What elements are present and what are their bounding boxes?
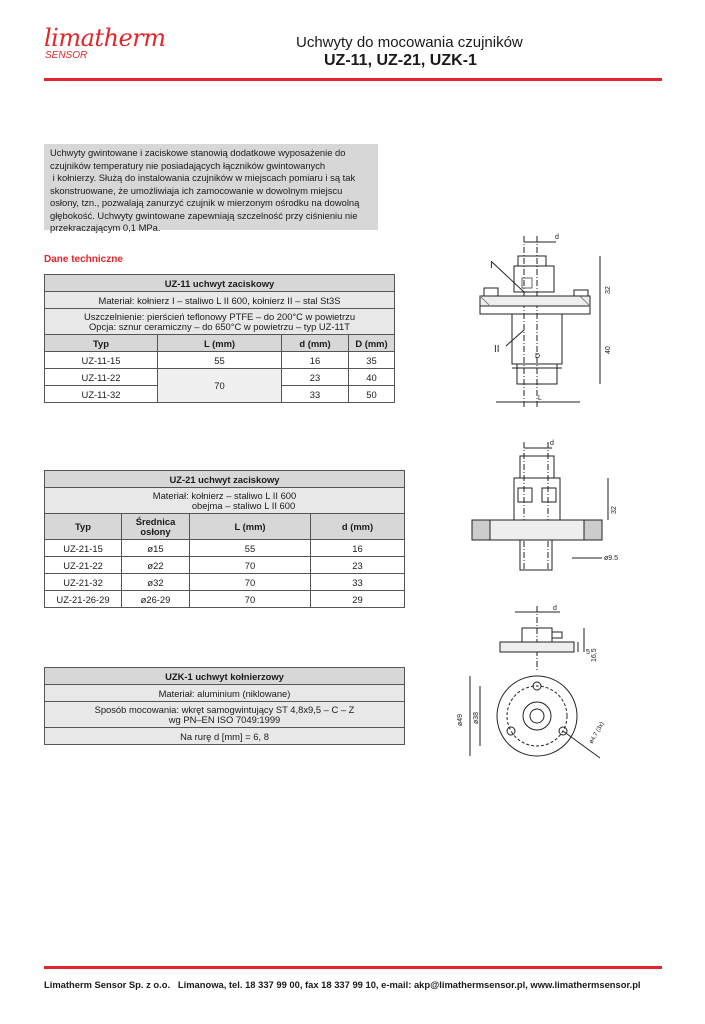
cell-d: 23	[282, 369, 349, 386]
dim-dd-label: D	[535, 353, 541, 360]
cell-d: 33	[311, 574, 405, 591]
col-header: L (mm)	[190, 514, 311, 540]
cell-l: 55	[190, 540, 311, 557]
col-header: d (mm)	[311, 514, 405, 540]
uzk1-drawing	[450, 602, 620, 772]
intro-text	[44, 144, 378, 233]
cell-d: 16	[311, 540, 405, 557]
dim-40-label: 40	[605, 346, 612, 354]
uz21-material	[45, 488, 405, 514]
uz11-table	[44, 274, 395, 403]
table-row	[45, 540, 405, 557]
cell-typ: UZ-21-22	[45, 557, 122, 574]
uz21-table	[44, 470, 405, 608]
section-title: Dane techniczne	[44, 254, 123, 265]
cell-l: 70	[190, 557, 311, 574]
label-ii: II	[494, 344, 500, 355]
col-header: D (mm)	[349, 335, 395, 352]
cell-typ: UZ-11-15	[45, 352, 158, 369]
uz21-material-line: Materiał: kołnierz – staliwo L II 600	[152, 489, 297, 501]
col-header: d (mm)	[282, 335, 349, 352]
uzk1-mount-line: wg PN–EN ISO 7049:1999	[168, 713, 281, 725]
uzk1-mount	[45, 702, 405, 728]
col-header	[122, 514, 190, 540]
intro-line: skonstruowane, że umożliwiaja ich zamocowanie w dowolnym miejscu	[50, 184, 343, 196]
cell-typ: UZ-21-26-29	[45, 591, 122, 608]
intro-line: czujników temperatury nie posiadających łączników gwintowanych	[50, 159, 326, 171]
cell-dd: 50	[349, 386, 395, 403]
col-header: L (mm)	[158, 335, 282, 352]
dim-16-label: 16,5	[591, 648, 598, 662]
table-row	[45, 352, 395, 369]
cell-l: 70	[190, 591, 311, 608]
table-row	[45, 557, 405, 574]
cell-typ: UZ-21-15	[45, 540, 122, 557]
dim-32-label: 32	[605, 286, 612, 294]
dim-hole-label: ø9.5	[604, 555, 619, 562]
logo-main: limatherm	[44, 24, 166, 52]
col-header-line: Średnica	[135, 515, 176, 527]
intro-line: przekraczającym 0,1 MPa.	[50, 222, 161, 233]
dim-holes-label: ø4,7 (3x)	[588, 721, 606, 745]
dim-o49-label: ø49	[457, 713, 464, 726]
intro-line: głębokość. Uchwyty gwintowane zapewniają szczelność przy ciśnieniu nie	[50, 209, 358, 221]
uz11-seal-line: Uszczelnienie: pierścień teflonowy PTFE – do 200°C w powietrzu	[83, 310, 356, 322]
dim-32-label: 32	[611, 506, 618, 514]
cell-typ: UZ-11-22	[45, 369, 158, 386]
label-i: I	[490, 260, 493, 271]
cell-l: 70	[190, 574, 311, 591]
uz11-title: UZ-11 uchwyt zaciskowy	[45, 275, 395, 292]
uzk1-material: Materiał: aluminium (niklowane)	[45, 685, 405, 702]
dim-o38-label: ø38	[473, 711, 480, 724]
cell-sr: ø22	[122, 557, 190, 574]
cell-l: 70	[158, 369, 282, 403]
dim-d-label: d	[550, 440, 554, 447]
uzk1-tube: Na rurę d [mm] = 6, 8	[45, 728, 405, 745]
dim-l-label: L	[538, 395, 542, 402]
cell-typ: UZ-11-32	[45, 386, 158, 403]
table-row	[45, 591, 405, 608]
uzk1-mount-line: Sposób mocowania: wkręt samogwintujący ST 4,8x9,5 – C – Z	[94, 703, 355, 715]
cell-sr: ø15	[122, 540, 190, 557]
table-row	[45, 369, 395, 386]
table-row	[45, 574, 405, 591]
cell-dd: 40	[349, 369, 395, 386]
footer-contact: Limatherm Sensor Sp. z o.o. Limanowa, tel. 18 337 99 00, fax 18 337 99 10, e-mail: akp@limathermsensor.pl, www.limathermsensor.pl	[44, 979, 641, 990]
cell-sr: ø32	[122, 574, 190, 591]
cell-d: 16	[282, 352, 349, 369]
dim-d-label: d	[555, 234, 559, 241]
cell-d: 33	[282, 386, 349, 403]
col-header: Typ	[45, 514, 122, 540]
page-title: Uchwyty do mocowania czujników	[296, 34, 523, 51]
dim-5-label: 5	[586, 649, 590, 656]
cell-dd: 35	[349, 352, 395, 369]
logo-sub: SENSOR	[45, 50, 88, 61]
cell-sr: ø26-29	[122, 591, 190, 608]
uzk1-title: UZK-1 uchwyt kołnierzowy	[45, 668, 405, 685]
uz11-material: Materiał: kołnierz I – staliwo L II 600, kołnierz II – stal St3S	[45, 292, 395, 309]
cell-d: 29	[311, 591, 405, 608]
col-header: Typ	[45, 335, 158, 352]
company-logo	[44, 24, 166, 64]
col-header-line: osłony	[140, 525, 171, 537]
uz11-seal	[45, 309, 395, 335]
uzk1-table	[44, 667, 405, 745]
intro-line: osłony, tzn., pozwalają zanurzyć czujnik w mierzonym ośrodku na dowolną	[50, 197, 360, 208]
intro-line: Uchwyty gwintowane i zaciskowe stanowią dodatkowe wyposażenie do	[50, 147, 346, 158]
footer-divider	[44, 966, 662, 969]
uz21-title: UZ-21 uchwyt zaciskowy	[45, 471, 405, 488]
cell-d: 23	[311, 557, 405, 574]
dim-d-label: d	[553, 605, 557, 612]
intro-line: i kołnierzy. Służą do instalowania czujników w miejscach pomiaru i są tak	[50, 172, 356, 183]
header-divider	[44, 78, 662, 81]
uz11-drawing	[462, 228, 622, 410]
cell-typ: UZ-21-32	[45, 574, 122, 591]
page-subtitle: UZ-11, UZ-21, UZK-1	[324, 52, 477, 69]
uz11-seal-line: Opcja: sznur ceramiczny – do 650°C w powietrzu – typ UZ-11T	[89, 320, 350, 332]
uz21-drawing	[462, 436, 632, 576]
cell-l: 55	[158, 352, 282, 369]
uz21-material-line: obejma – staliwo L II 600	[191, 499, 296, 511]
